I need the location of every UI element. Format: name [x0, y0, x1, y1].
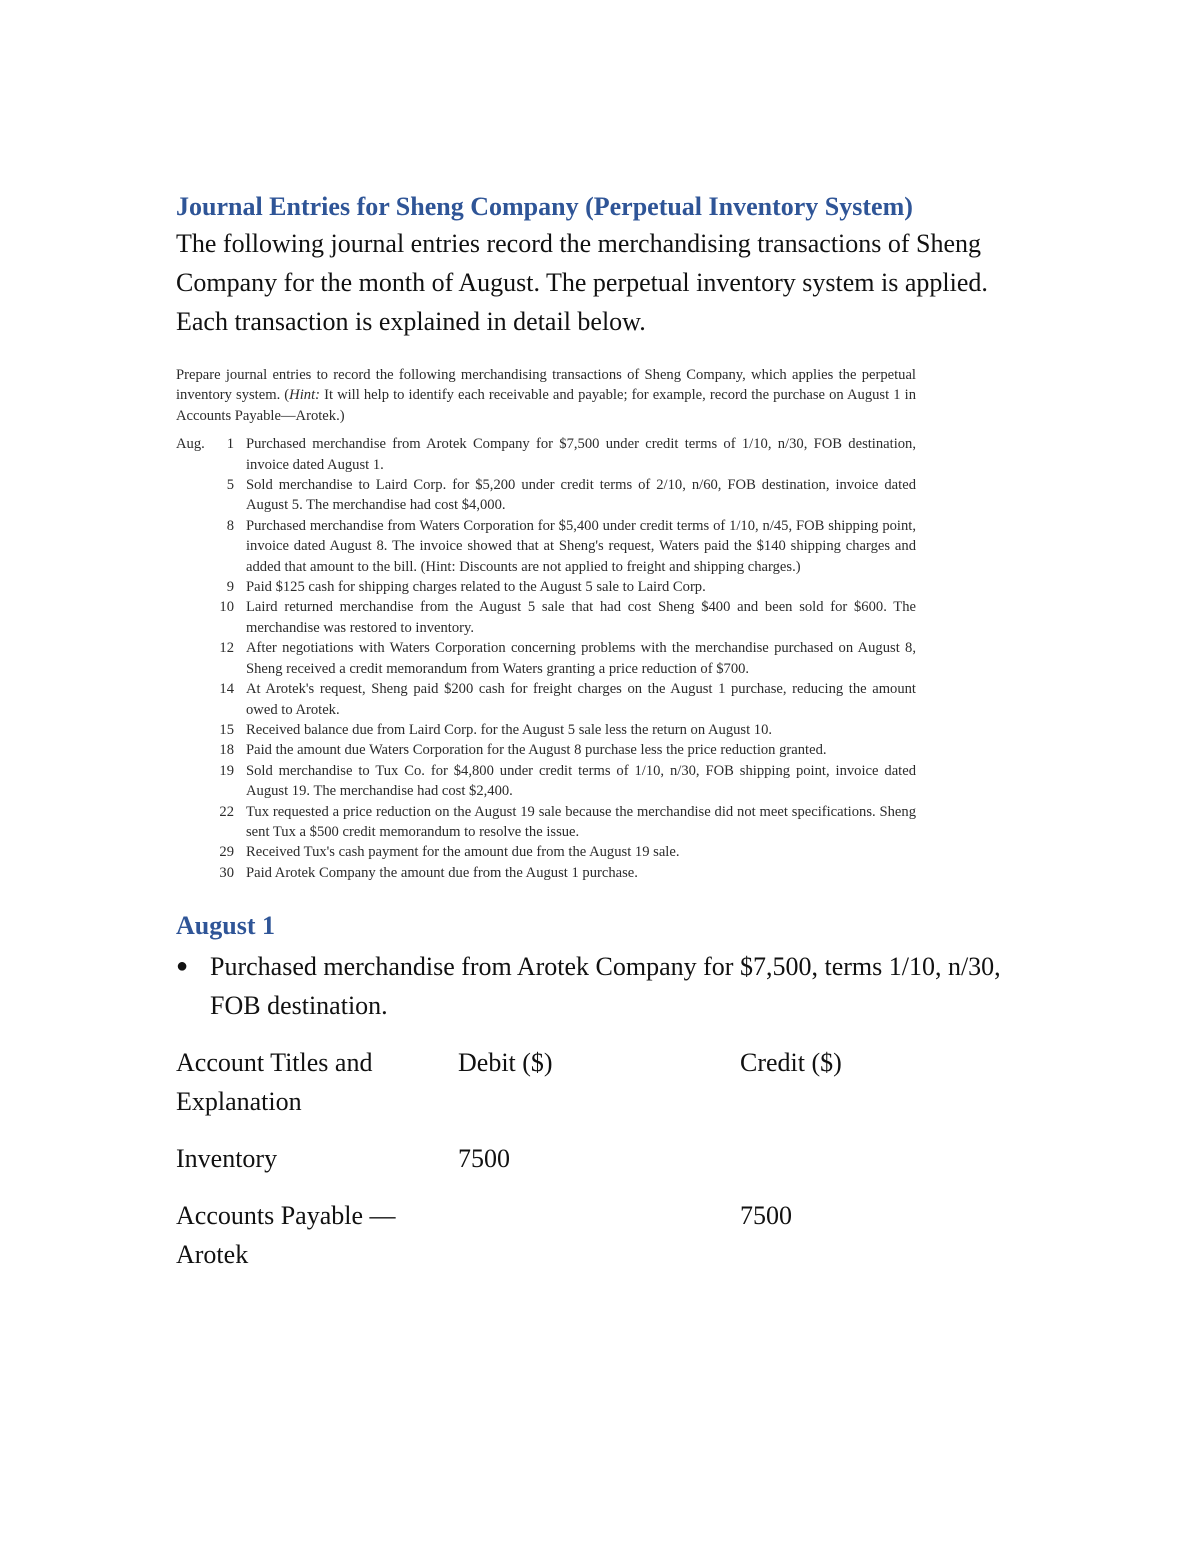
- bullet-icon: ●: [176, 955, 189, 978]
- journal-row: [176, 1139, 1016, 1178]
- transaction-text: Received balance due from Laird Corp. for the August 5 sale less the return on August 10.: [246, 721, 773, 738]
- transaction-text: After negotiations with Waters Corporation concerning problems with the merchandise purchased on August 8, Sheng received a credit memorandum from Waters granting a price reduction of $700.: [246, 640, 916, 677]
- transaction-day: 9: [226, 579, 234, 596]
- transaction-text: Sold merchandise to Laird Corp. for $5,200 under credit terms of 2/10, n/60, FOB destination, invoice dated August 5. The merchandise had cost $4,000.: [246, 477, 916, 514]
- instruction-lead: Prepare journal entries to record the following merchandising transactions of Sheng Company, which applies the perpetual inventory system. (: [176, 367, 916, 404]
- bullet-item: [176, 947, 1016, 1025]
- account-title: Accounts Payable — Arotek: [176, 1201, 396, 1270]
- credit-column-header: Credit ($): [740, 1048, 842, 1078]
- transaction-day: 18: [219, 742, 234, 759]
- section-heading: August 1: [176, 911, 275, 941]
- transaction-day: 14: [219, 681, 234, 698]
- transaction-row: [176, 475, 916, 516]
- transaction-text: Sold merchandise to Tux Co. for $4,800 under credit terms of 1/10, n/30, FOB shipping point, invoice dated August 19. The merchandise had cost $2,400.: [246, 762, 916, 800]
- transaction-day: 8: [226, 517, 234, 534]
- transaction-day: 1: [226, 436, 234, 453]
- bullet-text: Purchased merchandise from Arotek Company for $7,500, terms 1/10, n/30, FOB destination.: [210, 952, 1001, 1021]
- transaction-row: [176, 434, 916, 475]
- credit-amount: [740, 1139, 1016, 1178]
- transaction-day: 29: [219, 844, 234, 861]
- transaction-text: At Arotek's request, Sheng paid $200 cash for freight charges on the August 1 purchase, reducing the amount owed to Arotek.: [246, 681, 916, 718]
- journal-header-row: [176, 1043, 1016, 1121]
- transaction-row: [176, 802, 916, 843]
- transaction-text: Purchased merchandise from Waters Corporation for $5,400 under credit terms of 1/10, n/45, FOB shipping point, invoice dated August 8. The invoice showed that at Sheng's request, Waters paid the $140 shipping charges and added that amount to the bill. (Hint: Discounts are not applied to freight and shipping charges.): [246, 517, 916, 575]
- account-title: Inventory: [176, 1144, 278, 1174]
- month-label: Aug.: [176, 436, 205, 453]
- transaction-text: Paid $125 cash for shipping charges related to the August 5 sale to Laird Corp.: [246, 579, 706, 596]
- transaction-text: Received Tux's cash payment for the amount due from the August 19 sale.: [246, 844, 680, 861]
- transaction-text: Paid Arotek Company the amount due from the August 1 purchase.: [246, 864, 638, 881]
- transaction-day: 30: [219, 864, 234, 881]
- credit-amount: 7500: [740, 1201, 792, 1231]
- transaction-row: [176, 720, 916, 740]
- transaction-row: [176, 577, 916, 597]
- transaction-row: [176, 740, 916, 760]
- transaction-day: 19: [219, 762, 234, 779]
- transaction-text: Laird returned merchandise from the August 5 sale that had cost Sheng $400 and been sold for $600. The merchandise was restored to inventory.: [246, 599, 916, 636]
- transaction-text: Purchased merchandise from Arotek Company for $7,500 under credit terms of 1/10, n/30, FOB destination, invoice dated August 1.: [246, 436, 916, 473]
- document-page: [176, 190, 1016, 1292]
- transaction-row: [176, 761, 916, 802]
- debit-amount: [458, 1196, 740, 1274]
- transaction-row: [176, 842, 916, 862]
- transaction-text: Tux requested a price reduction on the August 19 sale because the merchandise did not meet specifications. Sheng sent Tux a $500 credit memorandum to resolve the issue.: [246, 803, 916, 840]
- instruction-tail: It will help to identify each receivable and payable; for example, record the purchase on August 1 in Accounts Payable—Arotek.): [176, 387, 916, 424]
- intro-paragraph: The following journal entries record the merchandising transactions of Sheng Company for the month of August. The perpetual inventory system is applied. Each transaction is explained in detail below.: [176, 229, 988, 336]
- problem-instructions: [176, 365, 916, 426]
- transaction-day: 22: [219, 803, 234, 820]
- transaction-row: [176, 638, 916, 679]
- debit-column-header: Debit ($): [458, 1048, 553, 1078]
- account-column-header: Account Titles and Explanation: [176, 1048, 373, 1117]
- problem-excerpt: [176, 365, 916, 883]
- hint-label: Hint:: [289, 387, 320, 404]
- debit-amount: 7500: [458, 1144, 510, 1174]
- transaction-text: Paid the amount due Waters Corporation for the August 8 purchase less the price reduction granted.: [246, 742, 827, 759]
- journal-entry-table: [176, 1043, 1016, 1274]
- transaction-day: 12: [219, 640, 234, 657]
- journal-row: [176, 1196, 1016, 1274]
- transaction-row: [176, 679, 916, 720]
- transaction-day: 15: [219, 721, 234, 738]
- document-title: Journal Entries for Sheng Company (Perpetual Inventory System): [176, 192, 913, 221]
- transaction-row: [176, 863, 916, 883]
- transaction-row: [176, 516, 916, 577]
- transaction-day: 5: [226, 477, 234, 494]
- transaction-day: 10: [219, 599, 234, 616]
- transaction-row: [176, 597, 916, 638]
